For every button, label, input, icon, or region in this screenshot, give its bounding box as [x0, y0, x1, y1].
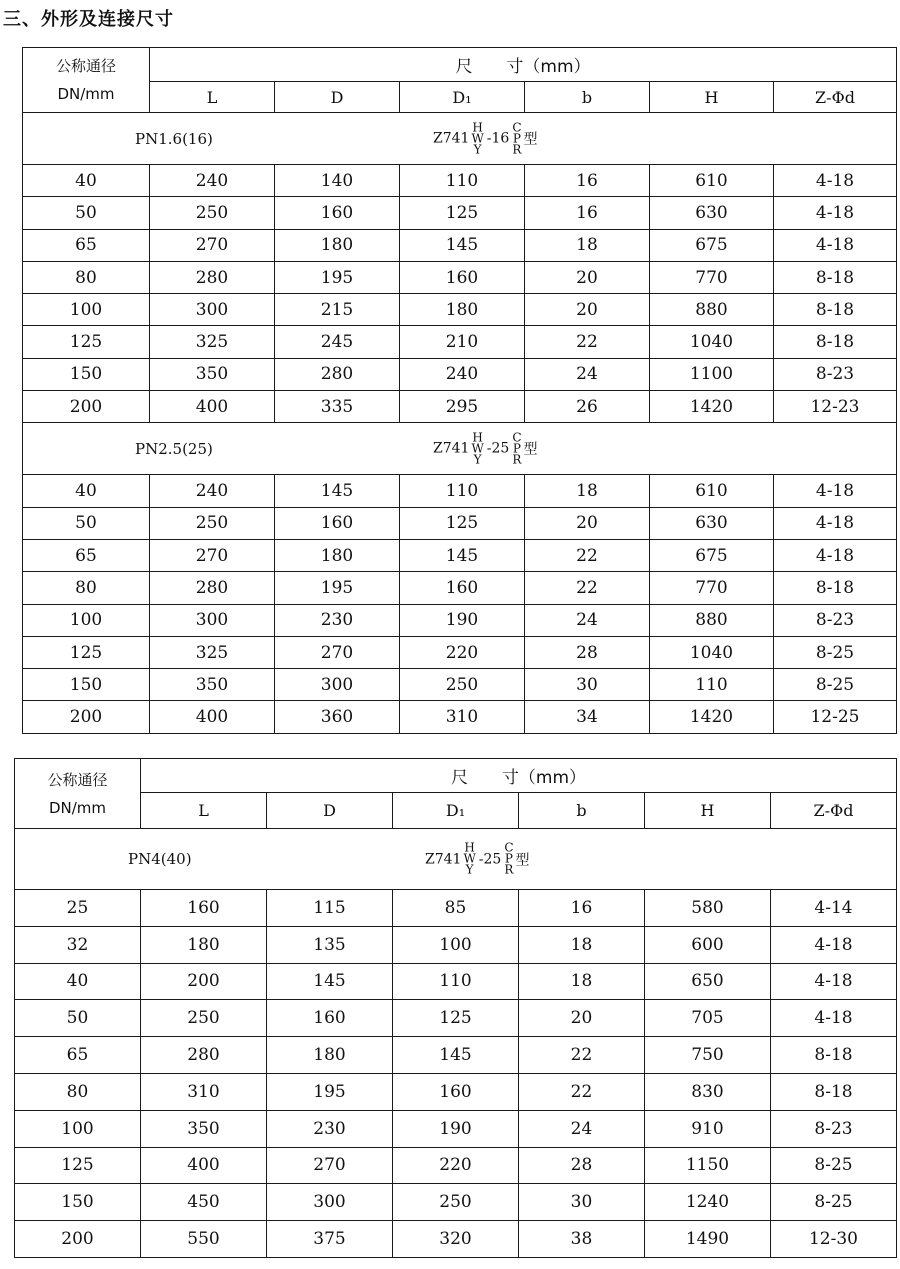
dimension-value: 4-18 — [771, 963, 897, 1000]
dimension-value: 400 — [150, 391, 275, 423]
dimension-value: 20 — [519, 1000, 645, 1037]
dimension-value: 310 — [400, 701, 525, 733]
dimension-value: 215 — [275, 294, 400, 326]
model-suffix: 型 — [523, 131, 538, 148]
dimension-value: 300 — [150, 294, 275, 326]
dimension-value: 190 — [400, 604, 525, 636]
dimension-value: 26 — [525, 391, 650, 423]
table-row — [23, 326, 897, 358]
model-option-letter: P — [512, 441, 521, 456]
dimension-value: 375 — [267, 1221, 393, 1258]
dimension-value: 24 — [519, 1110, 645, 1147]
dimension-value: 220 — [393, 1147, 519, 1184]
table-row — [23, 358, 897, 390]
table-row — [23, 197, 897, 229]
dimension-value: 830 — [645, 1073, 771, 1110]
dimension-value: 8-18 — [774, 294, 897, 326]
dn-value: 40 — [15, 963, 141, 1000]
pressure-rating-label: PN4(40) — [128, 850, 192, 868]
model-option-letter: H — [472, 430, 483, 445]
dimension-value: 115 — [267, 890, 393, 927]
model-prefix: Z741 — [425, 851, 462, 867]
dn-value: 200 — [23, 391, 150, 423]
dimension-value: 350 — [150, 358, 275, 390]
dn-value: 25 — [15, 890, 141, 927]
dimension-value: 675 — [650, 229, 774, 261]
model-prefix: Z741 — [433, 130, 470, 147]
dimension-value: 34 — [525, 701, 650, 733]
dimension-value: 230 — [267, 1110, 393, 1147]
dimension-value: 300 — [267, 1184, 393, 1221]
column-header: L — [150, 82, 275, 113]
model-option-letter: Y — [465, 862, 474, 877]
dimension-value: 310 — [141, 1073, 267, 1110]
dimension-value: 350 — [141, 1110, 267, 1147]
dimension-value: 8-18 — [771, 1073, 897, 1110]
dn-value: 150 — [23, 358, 150, 390]
dimension-value: 18 — [519, 963, 645, 1000]
dn-value: 125 — [23, 636, 150, 668]
dimension-value: 230 — [275, 604, 400, 636]
dimension-value: 8-23 — [774, 358, 897, 390]
dimension-value: 880 — [650, 604, 774, 636]
model-option-letter: H — [472, 120, 483, 134]
dimension-value: 280 — [150, 261, 275, 293]
model-pressure-code: -16 — [486, 130, 510, 147]
model-body-options — [504, 840, 514, 877]
dimension-value: 1240 — [645, 1184, 771, 1221]
column-header: L — [141, 793, 267, 829]
table-row — [15, 1184, 897, 1221]
dimension-value: 24 — [525, 358, 650, 390]
dimension-value: 4-18 — [774, 507, 897, 539]
dimension-value: 4-14 — [771, 890, 897, 927]
dimension-value: 22 — [525, 572, 650, 604]
dimension-value: 22 — [525, 326, 650, 358]
dimension-value: 8-25 — [774, 636, 897, 668]
model-option-letter: R — [512, 452, 522, 467]
dn-value: 200 — [23, 701, 150, 733]
dimension-header: 尺 寸（mm） — [150, 48, 897, 82]
model-option-letter: C — [512, 430, 522, 445]
dn-unit-label: DN/mm — [57, 85, 115, 103]
dimension-value: 12-25 — [774, 701, 897, 733]
table-row — [15, 963, 897, 1000]
dimension-value: 110 — [400, 475, 525, 507]
dimension-value: 38 — [519, 1221, 645, 1258]
dimension-value: 240 — [150, 165, 275, 197]
dimension-value: 1040 — [650, 326, 774, 358]
dimension-value: 195 — [275, 572, 400, 604]
table-row — [15, 926, 897, 963]
table-row — [15, 1110, 897, 1147]
dimension-value: 180 — [275, 539, 400, 571]
model-material-options — [463, 840, 476, 877]
dimension-value: 270 — [267, 1147, 393, 1184]
dimension-value: 160 — [275, 507, 400, 539]
dimension-value: 1150 — [645, 1147, 771, 1184]
dimension-value: 16 — [525, 165, 650, 197]
dimension-value: 220 — [400, 636, 525, 668]
column-header: D₁ — [400, 82, 525, 113]
column-header: Z-Φd — [771, 793, 897, 829]
dimension-value: 190 — [393, 1110, 519, 1147]
dimensions-table-2 — [14, 758, 897, 1258]
dimension-value: 145 — [400, 229, 525, 261]
dimension-value: 360 — [275, 701, 400, 733]
dimension-value: 320 — [393, 1221, 519, 1258]
table-row — [23, 507, 897, 539]
model-material-options — [471, 432, 483, 465]
table-row — [23, 261, 897, 293]
dimension-value: 8-18 — [774, 326, 897, 358]
dimension-value: 325 — [150, 636, 275, 668]
model-suffix: 型 — [515, 852, 530, 868]
dimension-value: 145 — [400, 539, 525, 571]
dn-value: 150 — [15, 1184, 141, 1221]
dimension-value: 300 — [275, 669, 400, 701]
dimension-value: 245 — [275, 326, 400, 358]
dimension-value: 280 — [150, 572, 275, 604]
dimension-value: 8-23 — [771, 1110, 897, 1147]
dimension-value: 4-18 — [774, 539, 897, 571]
dimension-value: 1100 — [650, 358, 774, 390]
model-suffix: 型 — [523, 441, 538, 458]
dimension-value: 4-18 — [774, 475, 897, 507]
dn-value: 65 — [23, 539, 150, 571]
dimension-value: 250 — [141, 1000, 267, 1037]
dimension-value: 250 — [393, 1184, 519, 1221]
dn-value: 80 — [15, 1073, 141, 1110]
model-body-options — [512, 432, 521, 465]
dn-value: 200 — [15, 1221, 141, 1258]
section-title: 三、外形及连接尺寸 — [3, 9, 174, 30]
column-header: D — [267, 793, 393, 829]
dimension-value: 1420 — [650, 391, 774, 423]
dimension-value: 160 — [267, 1000, 393, 1037]
dimension-value: 750 — [645, 1037, 771, 1074]
dimension-value: 675 — [650, 539, 774, 571]
dimension-value: 630 — [650, 507, 774, 539]
dimension-value: 160 — [400, 261, 525, 293]
dimension-value: 160 — [393, 1073, 519, 1110]
dimension-value: 160 — [275, 197, 400, 229]
dimension-value: 250 — [150, 507, 275, 539]
model-option-letter: W — [471, 441, 484, 456]
dimension-value: 24 — [525, 604, 650, 636]
table-row — [23, 229, 897, 261]
nominal-diameter-label: 公称通径 — [55, 57, 116, 75]
dimension-value: 180 — [275, 229, 400, 261]
dimension-value: 600 — [645, 926, 771, 963]
dimension-value: 580 — [645, 890, 771, 927]
model-option-letter: P — [504, 851, 513, 866]
column-header: b — [519, 793, 645, 829]
dimension-value: 22 — [519, 1073, 645, 1110]
dimension-value: 770 — [650, 261, 774, 293]
dn-value: 50 — [15, 1000, 141, 1037]
dimension-value: 180 — [400, 294, 525, 326]
dimension-value: 250 — [150, 197, 275, 229]
dimension-value: 1040 — [650, 636, 774, 668]
dimension-value: 630 — [650, 197, 774, 229]
dimension-value: 200 — [141, 963, 267, 1000]
dimension-value: 550 — [141, 1221, 267, 1258]
model-option-letter: R — [504, 862, 514, 877]
dimension-value: 110 — [400, 165, 525, 197]
dn-value: 40 — [23, 165, 150, 197]
dn-value: 100 — [15, 1110, 141, 1147]
model-pressure-code: -25 — [478, 851, 502, 867]
dn-value: 100 — [23, 604, 150, 636]
column-header: b — [525, 82, 650, 113]
dimensions-table-1 — [22, 47, 897, 734]
model-option-letter: H — [464, 840, 475, 855]
dimension-value: 325 — [150, 326, 275, 358]
dimension-value: 4-18 — [774, 229, 897, 261]
table-row — [23, 475, 897, 507]
table-row — [15, 1037, 897, 1074]
dimension-value: 450 — [141, 1184, 267, 1221]
dimension-value: 8-25 — [774, 669, 897, 701]
dimension-value: 125 — [393, 1000, 519, 1037]
dimension-value: 1420 — [650, 701, 774, 733]
dimension-value: 1490 — [645, 1221, 771, 1258]
dn-value: 40 — [23, 475, 150, 507]
dimension-value: 180 — [141, 926, 267, 963]
dimension-value: 12-23 — [774, 391, 897, 423]
table-row — [23, 539, 897, 571]
dimension-value: 8-23 — [774, 604, 897, 636]
dimension-value: 880 — [650, 294, 774, 326]
dimension-value: 295 — [400, 391, 525, 423]
dimension-value: 270 — [150, 229, 275, 261]
table-row — [23, 572, 897, 604]
dimension-value: 8-18 — [774, 261, 897, 293]
dimension-value: 4-18 — [774, 197, 897, 229]
dimension-value: 350 — [150, 669, 275, 701]
dn-value: 125 — [23, 326, 150, 358]
dimension-value: 140 — [275, 165, 400, 197]
dimension-value: 400 — [141, 1147, 267, 1184]
model-body-options — [512, 122, 521, 155]
nominal-diameter-header — [15, 759, 141, 829]
dimension-value: 20 — [525, 507, 650, 539]
dimension-value: 270 — [150, 539, 275, 571]
dn-value: 50 — [23, 197, 150, 229]
pressure-group-row — [23, 423, 897, 475]
dimension-value: 110 — [393, 963, 519, 1000]
column-header: D₁ — [393, 793, 519, 829]
dimension-value: 20 — [525, 261, 650, 293]
dimension-value: 650 — [645, 963, 771, 1000]
dimension-value: 770 — [650, 572, 774, 604]
table-row — [15, 1147, 897, 1184]
dimension-value: 240 — [400, 358, 525, 390]
dimension-value: 160 — [400, 572, 525, 604]
dimension-value: 195 — [267, 1073, 393, 1110]
pressure-rating-label: PN1.6(16) — [135, 129, 213, 148]
dimension-value: 145 — [275, 475, 400, 507]
dn-value: 100 — [23, 294, 150, 326]
model-designation — [433, 122, 538, 155]
dimension-value: 18 — [525, 475, 650, 507]
dimension-value: 135 — [267, 926, 393, 963]
dimension-value: 145 — [267, 963, 393, 1000]
column-header: D — [275, 82, 400, 113]
model-option-letter: C — [512, 120, 522, 134]
table-row — [15, 890, 897, 927]
dimension-value: 4-18 — [771, 1000, 897, 1037]
table-row — [23, 604, 897, 636]
dimension-value: 210 — [400, 326, 525, 358]
dimension-value: 4-18 — [771, 926, 897, 963]
model-option-letter: W — [471, 131, 484, 145]
dimension-value: 300 — [150, 604, 275, 636]
dimension-value: 4-18 — [774, 165, 897, 197]
dimension-value: 18 — [525, 229, 650, 261]
table-row — [15, 1073, 897, 1110]
dimension-value: 400 — [150, 701, 275, 733]
column-header: Z-Φd — [774, 82, 897, 113]
dimension-value: 22 — [525, 539, 650, 571]
dn-value: 65 — [15, 1037, 141, 1074]
dn-value: 125 — [15, 1147, 141, 1184]
model-option-letter: Y — [473, 452, 482, 467]
dn-value: 50 — [23, 507, 150, 539]
model-pressure-code: -25 — [486, 440, 510, 457]
dn-value: 32 — [15, 926, 141, 963]
table-row — [15, 1000, 897, 1037]
dn-value: 80 — [23, 261, 150, 293]
dimension-value: 8-18 — [771, 1037, 897, 1074]
dn-value: 150 — [23, 669, 150, 701]
dn-value: 80 — [23, 572, 150, 604]
nominal-diameter-label: 公称通径 — [47, 770, 108, 789]
column-header: H — [645, 793, 771, 829]
dimension-value: 180 — [267, 1037, 393, 1074]
dimension-value: 110 — [650, 669, 774, 701]
dimension-value: 8-18 — [774, 572, 897, 604]
dimension-value: 125 — [400, 507, 525, 539]
table-row — [23, 165, 897, 197]
dimension-value: 22 — [519, 1037, 645, 1074]
table-row — [23, 294, 897, 326]
model-option-letter: W — [463, 851, 476, 866]
dimension-value: 18 — [519, 926, 645, 963]
table-row — [15, 1221, 897, 1258]
dimension-value: 125 — [400, 197, 525, 229]
pressure-group-row — [23, 113, 897, 165]
dimension-value: 8-25 — [771, 1184, 897, 1221]
dimension-value: 16 — [519, 890, 645, 927]
dimension-value: 280 — [141, 1037, 267, 1074]
dimension-value: 8-25 — [771, 1147, 897, 1184]
table-row — [23, 391, 897, 423]
dimension-value: 335 — [275, 391, 400, 423]
model-option-letter: C — [504, 840, 514, 855]
dn-value: 65 — [23, 229, 150, 261]
dimension-value: 610 — [650, 475, 774, 507]
dimension-value: 30 — [519, 1184, 645, 1221]
table-row — [23, 636, 897, 668]
table-row — [23, 669, 897, 701]
table-row — [23, 701, 897, 733]
dimension-value: 28 — [519, 1147, 645, 1184]
dimension-value: 160 — [141, 890, 267, 927]
model-option-letter: Y — [473, 142, 482, 156]
model-option-letter: P — [512, 131, 521, 145]
model-designation — [425, 840, 530, 877]
pressure-rating-label: PN2.5(25) — [135, 439, 213, 458]
model-designation — [433, 432, 538, 465]
dimension-value: 20 — [525, 294, 650, 326]
dimension-value: 280 — [275, 358, 400, 390]
dimension-value: 145 — [393, 1037, 519, 1074]
pressure-group-row — [15, 829, 897, 890]
dimension-value: 910 — [645, 1110, 771, 1147]
dimension-value: 16 — [525, 197, 650, 229]
dimension-value: 30 — [525, 669, 650, 701]
dimension-value: 250 — [400, 669, 525, 701]
dimension-value: 195 — [275, 261, 400, 293]
dimension-value: 28 — [525, 636, 650, 668]
dimension-value: 240 — [150, 475, 275, 507]
dimension-value: 12-30 — [771, 1221, 897, 1258]
model-option-letter: R — [512, 142, 522, 156]
dimension-value: 610 — [650, 165, 774, 197]
dimension-value: 100 — [393, 926, 519, 963]
dimension-value: 85 — [393, 890, 519, 927]
nominal-diameter-header — [23, 48, 150, 113]
dimension-value: 705 — [645, 1000, 771, 1037]
model-prefix: Z741 — [433, 440, 470, 457]
column-header: H — [650, 82, 774, 113]
dimension-value: 270 — [275, 636, 400, 668]
model-material-options — [471, 122, 483, 155]
dimension-header: 尺 寸（mm） — [141, 759, 897, 793]
dn-unit-label: DN/mm — [48, 798, 107, 817]
